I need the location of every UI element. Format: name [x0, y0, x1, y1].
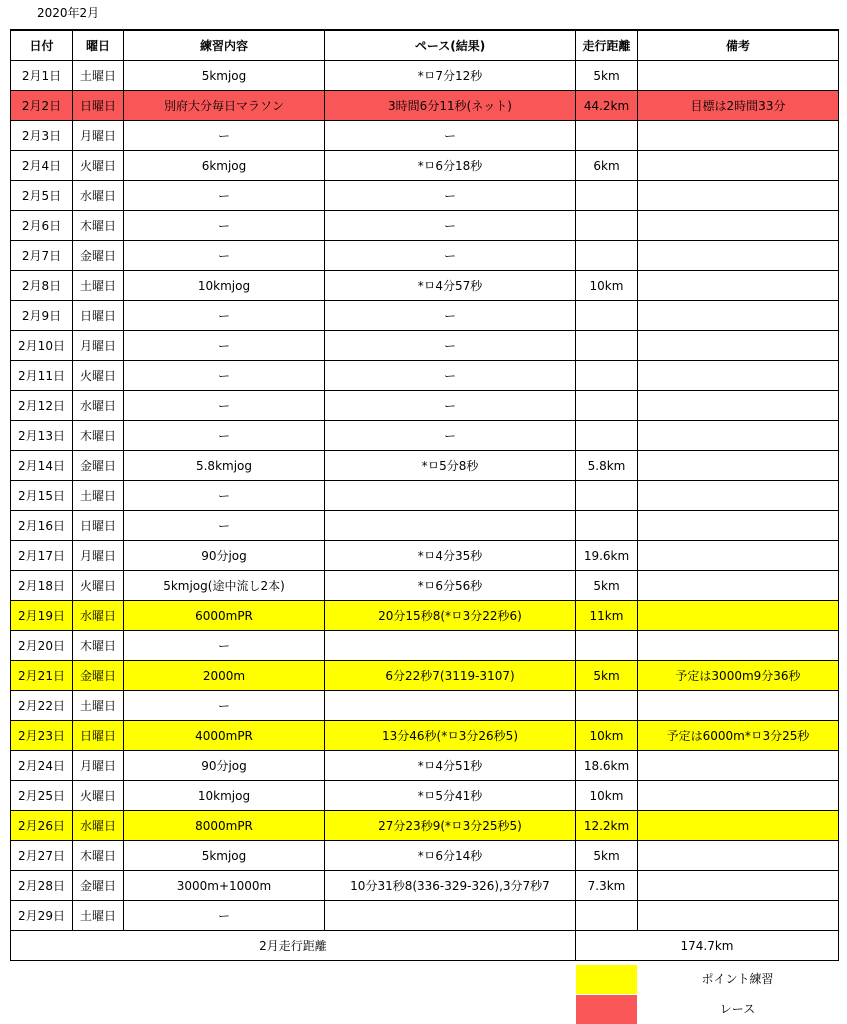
day-cell: 土曜日 [73, 481, 124, 511]
table-row [11, 901, 839, 931]
pace-cell [325, 901, 576, 931]
pace-cell [325, 631, 576, 661]
pace-cell: 27分23秒9(*ㅁ3分25秒5) [325, 811, 576, 841]
date-cell: 2月19日 [11, 601, 73, 631]
header-menu: 練習内容 [124, 30, 325, 61]
pace-cell [325, 511, 576, 541]
table-row [11, 691, 839, 721]
distance-cell [576, 391, 638, 421]
note-cell [638, 811, 839, 841]
menu-cell: ー [124, 301, 325, 331]
menu-cell: 6000mPR [124, 601, 325, 631]
date-cell: 2月26日 [11, 811, 73, 841]
pace-cell: ー [325, 331, 576, 361]
page-title: 2020年2月 [37, 6, 100, 20]
table-row [11, 391, 839, 421]
date-cell: 2月22日 [11, 691, 73, 721]
menu-cell: 別府大分毎日マラソン [124, 91, 325, 121]
pace-cell: ー [325, 391, 576, 421]
date-cell: 2月29日 [11, 901, 73, 931]
day-cell: 土曜日 [73, 691, 124, 721]
total-value: 174.7km [576, 931, 839, 961]
distance-cell [576, 481, 638, 511]
table-row [11, 631, 839, 661]
day-cell: 日曜日 [73, 301, 124, 331]
legend-label-race: レース [719, 1002, 756, 1016]
table-row [11, 91, 839, 121]
note-cell [638, 691, 839, 721]
day-cell: 月曜日 [73, 541, 124, 571]
distance-cell: 11km [576, 601, 638, 631]
day-cell: 金曜日 [73, 451, 124, 481]
table-row [11, 211, 839, 241]
distance-cell: 5km [576, 571, 638, 601]
table-row [11, 601, 839, 631]
pace-cell: *ㅁ4分35秒 [325, 541, 576, 571]
menu-cell: 10kmjog [124, 781, 325, 811]
distance-cell: 6km [576, 151, 638, 181]
note-cell [638, 241, 839, 271]
day-cell: 月曜日 [73, 121, 124, 151]
menu-cell: ー [124, 391, 325, 421]
table-row [11, 241, 839, 271]
date-cell: 2月9日 [11, 301, 73, 331]
distance-cell [576, 361, 638, 391]
pace-cell: *ㅁ6分56秒 [325, 571, 576, 601]
date-cell: 2月14日 [11, 451, 73, 481]
note-cell [638, 541, 839, 571]
table-row [11, 421, 839, 451]
note-cell [638, 301, 839, 331]
date-cell: 2月11日 [11, 361, 73, 391]
header-day: 曜日 [73, 30, 124, 61]
pace-cell [325, 481, 576, 511]
date-cell: 2月16日 [11, 511, 73, 541]
note-cell [638, 901, 839, 931]
day-cell: 木曜日 [73, 211, 124, 241]
day-cell: 水曜日 [73, 391, 124, 421]
date-cell: 2月25日 [11, 781, 73, 811]
menu-cell: 6kmjog [124, 151, 325, 181]
menu-cell: ー [124, 211, 325, 241]
note-cell [638, 331, 839, 361]
table-row [11, 61, 839, 91]
table-row [11, 751, 839, 781]
distance-cell [576, 691, 638, 721]
pace-cell: 3時間6分11秒(ネット) [325, 91, 576, 121]
pace-cell: *ㅁ4分51秒 [325, 751, 576, 781]
table-row [11, 151, 839, 181]
distance-cell: 5km [576, 61, 638, 91]
date-cell: 2月21日 [11, 661, 73, 691]
total-label: 2月走行距離 [11, 931, 576, 961]
date-cell: 2月23日 [11, 721, 73, 751]
table-row [11, 301, 839, 331]
date-cell: 2月1日 [11, 61, 73, 91]
distance-cell [576, 211, 638, 241]
date-cell: 2月15日 [11, 481, 73, 511]
menu-cell: ー [124, 511, 325, 541]
day-cell: 金曜日 [73, 241, 124, 271]
date-cell: 2月5日 [11, 181, 73, 211]
distance-cell [576, 181, 638, 211]
distance-cell: 10km [576, 721, 638, 751]
pace-cell: ー [325, 361, 576, 391]
menu-cell: 5kmjog(途中流し2本) [124, 571, 325, 601]
day-cell: 火曜日 [73, 571, 124, 601]
menu-cell: 90分jog [124, 541, 325, 571]
menu-cell: 5.8kmjog [124, 451, 325, 481]
note-cell [638, 451, 839, 481]
distance-cell: 7.3km [576, 871, 638, 901]
menu-cell: ー [124, 691, 325, 721]
distance-cell [576, 631, 638, 661]
menu-cell: ー [124, 631, 325, 661]
menu-cell: 4000mPR [124, 721, 325, 751]
table-body [11, 61, 839, 931]
menu-cell: ー [124, 421, 325, 451]
date-cell: 2月17日 [11, 541, 73, 571]
menu-cell: ー [124, 481, 325, 511]
day-cell: 月曜日 [73, 751, 124, 781]
table-row [11, 541, 839, 571]
day-cell: 金曜日 [73, 661, 124, 691]
note-cell [638, 571, 839, 601]
date-cell: 2月8日 [11, 271, 73, 301]
distance-cell: 12.2km [576, 811, 638, 841]
date-cell: 2月4日 [11, 151, 73, 181]
pace-cell: *ㅁ5分41秒 [325, 781, 576, 811]
distance-cell: 10km [576, 781, 638, 811]
header-row [11, 30, 839, 61]
date-cell: 2月28日 [11, 871, 73, 901]
menu-cell: 5kmjog [124, 841, 325, 871]
distance-cell: 44.2km [576, 91, 638, 121]
date-cell: 2月20日 [11, 631, 73, 661]
day-cell: 水曜日 [73, 601, 124, 631]
table-row [11, 721, 839, 751]
pace-cell: ー [325, 211, 576, 241]
legend-swatch-race [576, 995, 637, 1024]
menu-cell: ー [124, 241, 325, 271]
table-row [11, 271, 839, 301]
table-row [11, 781, 839, 811]
distance-cell: 10km [576, 271, 638, 301]
note-cell [638, 481, 839, 511]
day-cell: 日曜日 [73, 511, 124, 541]
distance-cell: 5km [576, 841, 638, 871]
date-cell: 2月10日 [11, 331, 73, 361]
note-cell: 予定は6000m*ㅁ3分25秒 [638, 721, 839, 751]
note-cell: 予定は3000m9分36秒 [638, 661, 839, 691]
pace-cell: ー [325, 241, 576, 271]
pace-cell: 20分15秒8(*ㅁ3分22秒6) [325, 601, 576, 631]
legend-point [576, 965, 838, 994]
note-cell [638, 121, 839, 151]
note-cell [638, 211, 839, 241]
menu-cell: 3000m+1000m [124, 871, 325, 901]
day-cell: 木曜日 [73, 841, 124, 871]
distance-cell [576, 241, 638, 271]
note-cell [638, 781, 839, 811]
pace-cell: ー [325, 421, 576, 451]
menu-cell: ー [124, 181, 325, 211]
table-row [11, 451, 839, 481]
distance-cell [576, 301, 638, 331]
day-cell: 土曜日 [73, 901, 124, 931]
note-cell [638, 511, 839, 541]
menu-cell: 10kmjog [124, 271, 325, 301]
table-row [11, 121, 839, 151]
note-cell [638, 751, 839, 781]
day-cell: 日曜日 [73, 721, 124, 751]
note-cell [638, 361, 839, 391]
menu-cell: 2000m [124, 661, 325, 691]
day-cell: 木曜日 [73, 421, 124, 451]
pace-cell: ー [325, 121, 576, 151]
table-row [11, 571, 839, 601]
distance-cell: 18.6km [576, 751, 638, 781]
distance-cell: 19.6km [576, 541, 638, 571]
note-cell [638, 181, 839, 211]
table-row [11, 841, 839, 871]
date-cell: 2月24日 [11, 751, 73, 781]
day-cell: 火曜日 [73, 151, 124, 181]
distance-cell [576, 901, 638, 931]
header-note: 備考 [638, 30, 839, 61]
note-cell [638, 871, 839, 901]
menu-cell: 90分jog [124, 751, 325, 781]
distance-cell [576, 421, 638, 451]
day-cell: 土曜日 [73, 61, 124, 91]
table-row [11, 361, 839, 391]
table-row [11, 811, 839, 841]
distance-cell [576, 331, 638, 361]
distance-cell: 5.8km [576, 451, 638, 481]
day-cell: 火曜日 [73, 781, 124, 811]
menu-cell: 8000mPR [124, 811, 325, 841]
header-distance: 走行距離 [576, 30, 638, 61]
day-cell: 土曜日 [73, 271, 124, 301]
table-row [11, 511, 839, 541]
pace-cell: 10分31秒8(336-329-326),3分7秒7 [325, 871, 576, 901]
date-cell: 2月3日 [11, 121, 73, 151]
note-cell [638, 841, 839, 871]
pace-cell [325, 691, 576, 721]
legend-label-point: ポイント練習 [701, 972, 774, 986]
day-cell: 火曜日 [73, 361, 124, 391]
training-log-table [10, 29, 839, 961]
legend-swatch-point [576, 965, 637, 994]
menu-cell: ー [124, 331, 325, 361]
date-cell: 2月7日 [11, 241, 73, 271]
pace-cell: *ㅁ6分14秒 [325, 841, 576, 871]
note-cell [638, 151, 839, 181]
distance-cell [576, 511, 638, 541]
table-row [11, 871, 839, 901]
table-row [11, 331, 839, 361]
date-cell: 2月27日 [11, 841, 73, 871]
menu-cell: ー [124, 361, 325, 391]
table-row [11, 481, 839, 511]
distance-cell [576, 121, 638, 151]
legend-race [576, 995, 838, 1024]
note-cell [638, 61, 839, 91]
day-cell: 金曜日 [73, 871, 124, 901]
distance-cell: 5km [576, 661, 638, 691]
table-row [11, 661, 839, 691]
note-cell: 目標は2時間33分 [638, 91, 839, 121]
note-cell [638, 631, 839, 661]
table-row [11, 181, 839, 211]
pace-cell: 13分46秒(*ㅁ3分26秒5) [325, 721, 576, 751]
menu-cell: 5kmjog [124, 61, 325, 91]
header-pace: ペース(結果) [325, 30, 576, 61]
note-cell [638, 601, 839, 631]
pace-cell: *ㅁ6分18秒 [325, 151, 576, 181]
pace-cell: ー [325, 181, 576, 211]
date-cell: 2月6日 [11, 211, 73, 241]
day-cell: 水曜日 [73, 811, 124, 841]
pace-cell: *ㅁ7分12秒 [325, 61, 576, 91]
pace-cell: ー [325, 301, 576, 331]
menu-cell: ー [124, 121, 325, 151]
menu-cell: ー [124, 901, 325, 931]
pace-cell: *ㅁ4分57秒 [325, 271, 576, 301]
pace-cell: 6分22秒7(3119-3107) [325, 661, 576, 691]
date-cell: 2月12日 [11, 391, 73, 421]
note-cell [638, 391, 839, 421]
date-cell: 2月2日 [11, 91, 73, 121]
header-date: 日付 [11, 30, 73, 61]
day-cell: 日曜日 [73, 91, 124, 121]
total-row [11, 931, 839, 961]
day-cell: 木曜日 [73, 631, 124, 661]
day-cell: 水曜日 [73, 181, 124, 211]
pace-cell: *ㅁ5分8秒 [325, 451, 576, 481]
day-cell: 月曜日 [73, 331, 124, 361]
date-cell: 2月13日 [11, 421, 73, 451]
note-cell [638, 421, 839, 451]
date-cell: 2月18日 [11, 571, 73, 601]
note-cell [638, 271, 839, 301]
